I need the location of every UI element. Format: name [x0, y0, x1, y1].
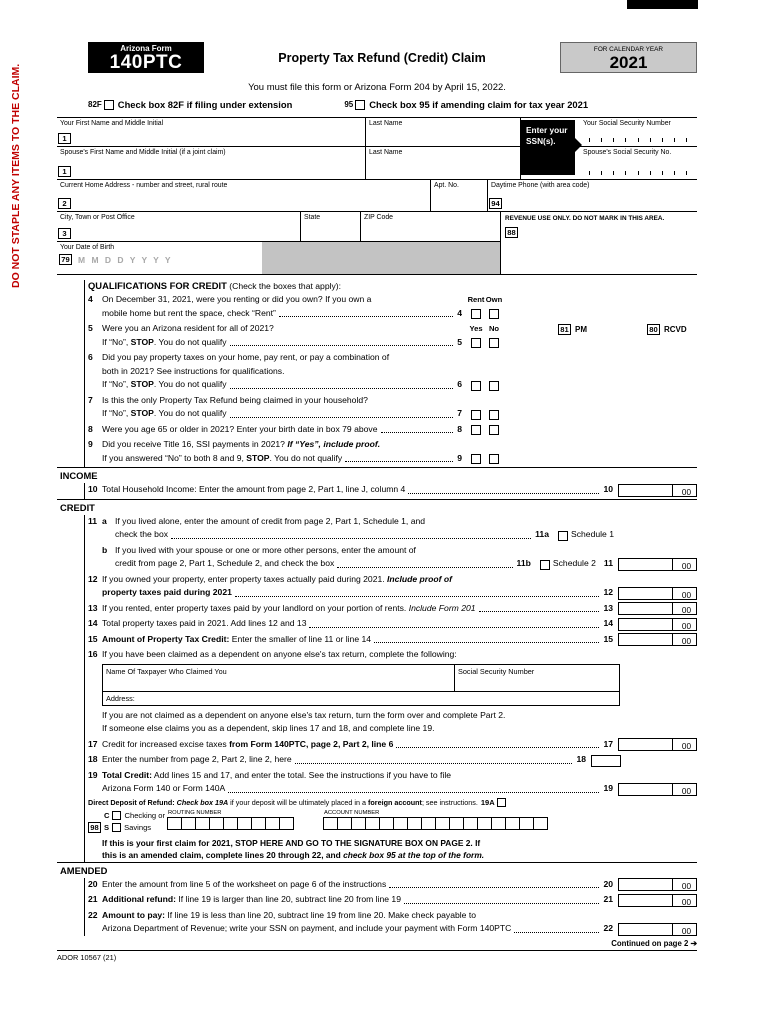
continued-note: Continued on page 2 ➔	[611, 938, 697, 948]
line-18-entry-box[interactable]	[591, 755, 621, 767]
credit-heading: CREDIT	[57, 499, 697, 515]
line-11a: 11 a If you lived alone, enter the amount of credit from page 2, Part 1, Schedule 1, and check the box 11a Schedule 1	[88, 515, 614, 539]
line-7: 7 Is this the only Property Tax Refund being claimed in your household? If “No”, STOP. You do not qualify 7	[88, 394, 499, 421]
dotted-leader	[337, 567, 512, 568]
spouse-first-name-field[interactable]	[57, 147, 365, 179]
top-checkbox-row	[57, 98, 697, 111]
apt-number-label: Apt. No.	[434, 182, 459, 189]
line-9: 9 Did you receive Title 16, SSI payments in 2021? If “Yes”, include proof. If you answered “No” to both 8 and 9, STOP. You do not qualify 9	[88, 438, 499, 465]
line-14-amount-field[interactable]: 00	[618, 618, 697, 631]
income-heading: INCOME	[57, 467, 697, 483]
line-17: 17 Credit for increased excise taxes from Form 140PTC, page 2, Part 2, line 6 17 00	[88, 738, 697, 752]
line-20-amount-field[interactable]: 00	[618, 878, 697, 891]
filing-deadline-notice: You must file this form or Arizona Form 204 by April 15, 2022.	[248, 82, 506, 93]
line-14: 14 Total property taxes paid in 2021. Add lines 12 and 13 14 00	[88, 617, 697, 631]
comb-cell[interactable]	[195, 817, 210, 830]
last-name-field[interactable]	[365, 118, 520, 146]
line-13: 13 If you rented, enter property taxes paid by your landlord on your portion of rents. Include Form 201 13 00	[88, 602, 697, 616]
line-10-amount-field[interactable]: 00	[618, 484, 697, 497]
apt-number-field[interactable]	[430, 180, 487, 211]
box-1-spouse: 1	[58, 166, 71, 177]
direct-deposit-line: Direct Deposit of Refund: Check box 19A if your deposit will be ultimately placed in a foreign account; see instructions. 19A	[88, 798, 697, 808]
comb-cell[interactable]	[491, 817, 506, 830]
line-11b: b If you lived with your spouse or one or more other persons, enter the amount of credit from page 2, Part 1, Schedule 2, and check the box 11b Schedule 2 11 00	[88, 544, 697, 571]
dotted-leader	[345, 461, 453, 462]
qualifications-section	[57, 278, 697, 465]
comb-cell[interactable]	[323, 817, 338, 830]
line-16: 16 If you have been claimed as a dependent on anyone else's tax return, complete the following: Name Of Taxpayer Who Claimed You Social Security Number Address: If you are not claimed as a dependent on anyone else's tax return, turn the form over and complete Part 2. If someone else claims you as a dependent, skip lines 17 and 18, and complete line 19.	[88, 648, 697, 736]
comb-cell[interactable]	[279, 817, 294, 830]
amended-claim-label: Check box 95 if amending claim for tax year 2021	[369, 99, 589, 110]
dotted-leader	[295, 763, 573, 764]
city-label: City, Town or Post Office	[60, 214, 135, 221]
shaded-area	[262, 242, 500, 274]
claimer-address-field[interactable]: Address:	[103, 691, 619, 705]
line-5: 5 Were you an Arizona resident for all of 2021? Yes No If “No”, STOP. You do not qualify 5	[88, 322, 499, 349]
dotted-leader	[279, 316, 453, 317]
dob-input-mask[interactable]: M M D D Y Y Y Y	[78, 254, 173, 265]
comb-cell[interactable]	[435, 817, 450, 830]
income-section	[57, 467, 697, 497]
dependent-claimer-table	[102, 664, 620, 706]
ssn-digit-ticks	[589, 138, 687, 142]
box-88: 88	[505, 227, 518, 238]
box-95-number: 95	[344, 100, 354, 109]
dotted-leader	[396, 747, 599, 748]
dotted-leader	[171, 538, 531, 539]
dotted-leader	[235, 596, 600, 597]
dotted-leader	[230, 417, 454, 418]
dotted-leader	[514, 932, 599, 933]
comb-cell[interactable]	[505, 817, 520, 830]
line-7-no-checkbox[interactable]	[489, 410, 499, 420]
checking-checkbox[interactable]	[112, 811, 121, 820]
first-claim-warning: If this is your first claim for 2021, STOP HERE AND GO TO THE SIGNATURE BOX ON PAGE 2. If this is an amended claim, complete lines 20 through 22, and check box 95 at the top of the form.	[102, 837, 485, 860]
year-label: FOR CALENDAR YEAR	[593, 46, 664, 53]
line-13-amount-field[interactable]: 00	[618, 602, 697, 615]
zip-code-label: ZIP Code	[364, 214, 393, 221]
line-19: 19 Total Credit: Add lines 15 and 17, and enter the total. See the instructions if you have to file Arizona Form 140 or Form 140A 19 00	[88, 769, 697, 796]
amended-heading: AMENDED	[57, 862, 697, 878]
comb-cell[interactable]	[167, 817, 182, 830]
row-your-name	[57, 118, 697, 147]
state-label: State	[304, 214, 321, 221]
box-2: 2	[58, 198, 71, 209]
box-1: 1	[58, 133, 71, 144]
first-name-label: Your First Name and Middle Initial	[60, 120, 164, 127]
line-11-amount-field[interactable]: 00	[618, 558, 697, 571]
qualifications-heading: QUALIFICATIONS FOR CREDIT (Check the boxes that apply):	[88, 280, 342, 291]
line-9-yes-checkbox[interactable]	[471, 454, 481, 464]
calendar-year-box	[560, 42, 697, 73]
line-10: 10 Total Household Income: Enter the amount from page 2, Part 1, line J, column 4 10 00	[88, 483, 697, 497]
schedule-1-checkbox[interactable]	[558, 531, 568, 541]
comb-cell[interactable]	[533, 817, 548, 830]
spouse-last-name-label: Last Name	[369, 149, 403, 156]
line-21: 21 Additional refund: If line 19 is larger than line 20, subtract line 20 from line 19 21 00	[88, 893, 697, 907]
state-field[interactable]	[300, 212, 360, 241]
amended-claim-checkbox[interactable]	[355, 100, 365, 110]
claimer-name-field[interactable]: Name Of Taxpayer Who Claimed You	[106, 666, 227, 676]
form-lines	[57, 278, 697, 936]
first-name-field[interactable]	[57, 118, 365, 146]
tax-year: 2021	[609, 53, 648, 72]
city-field[interactable]	[57, 212, 300, 241]
comb-cell[interactable]	[223, 817, 238, 830]
comb-cell[interactable]	[519, 817, 534, 830]
comb-cell[interactable]	[209, 817, 224, 830]
line-12-amount-field[interactable]: 00	[618, 587, 697, 600]
dotted-leader	[230, 388, 454, 389]
revenue-use-area	[500, 212, 697, 274]
line-22-amount-field[interactable]: 00	[618, 923, 697, 936]
comb-cell[interactable]	[449, 817, 464, 830]
schedule-2-checkbox[interactable]	[540, 560, 550, 570]
box-80: 80	[647, 324, 660, 335]
dotted-leader	[374, 642, 599, 643]
taxpayer-info-table	[57, 117, 697, 275]
box-19a-number: 19A	[480, 797, 495, 807]
box-79: 79	[59, 254, 72, 265]
comb-cell[interactable]	[251, 817, 266, 830]
box-81: 81	[558, 324, 571, 335]
pm-stamp-box: 81 PM	[558, 324, 587, 335]
dotted-leader	[228, 792, 599, 793]
row-date-of-birth	[57, 242, 500, 274]
dotted-leader	[309, 627, 599, 628]
line-12: 12 If you owned your property, enter property taxes actually paid during 2021. Include proof of property taxes paid during 2021 12 00	[88, 573, 697, 600]
line-6: 6 Did you pay property taxes on your home, pay rent, or pay a combination of both in 2021? See instructions for qualifications. If “No”, STOP. You do not qualify 6	[88, 351, 499, 392]
comb-cell[interactable]	[181, 817, 196, 830]
account-type-column: C Checking or 98 S Savings	[88, 810, 168, 834]
line-4-rent-checkbox[interactable]	[471, 309, 481, 319]
line-21-amount-field[interactable]: 00	[618, 894, 697, 907]
dotted-leader	[230, 345, 454, 346]
comb-cell[interactable]	[265, 817, 280, 830]
line-9-no-checkbox[interactable]	[489, 454, 499, 464]
line-19-amount-field[interactable]: 00	[618, 783, 697, 796]
home-address-label: Current Home Address - number and street, rural route	[60, 182, 228, 189]
comb-cell[interactable]	[379, 817, 394, 830]
form-content	[57, 40, 697, 962]
line-8-yes-checkbox[interactable]	[471, 425, 481, 435]
home-address-field[interactable]	[57, 180, 430, 211]
box-82f-number: 82F	[88, 100, 102, 109]
line-6-no-checkbox[interactable]	[489, 381, 499, 391]
comb-cell[interactable]	[407, 817, 422, 830]
your-ssn-label: Your Social Security Number	[583, 120, 671, 127]
account-number-group: ACCOUNT NUMBER	[324, 810, 548, 834]
line-8: 8 Were you age 65 or older in 2021? Enter your birth date in box 79 above 8	[88, 423, 499, 437]
line-18: 18 Enter the number from page 2, Part 2, line 2, here 18	[88, 753, 697, 767]
revenue-use-label: REVENUE USE ONLY. DO NOT MARK IN THIS AREA.	[505, 215, 665, 222]
daytime-phone-label: Daytime Phone (with area code)	[491, 182, 590, 189]
dotted-leader	[381, 432, 454, 433]
line-15: 15 Amount of Property Tax Credit: Enter the smaller of line 11 or line 14 15 00	[88, 633, 697, 647]
line-4-own-checkbox[interactable]	[489, 309, 499, 319]
line-15-amount-field[interactable]: 00	[618, 633, 697, 646]
daytime-phone-field[interactable]	[487, 180, 697, 211]
dob-label: Your Date of Birth	[60, 244, 115, 251]
last-name-label: Last Name	[369, 120, 403, 127]
yes-no-headers: Yes No	[469, 324, 500, 333]
savings-checkbox[interactable]	[112, 823, 121, 832]
line-22: 22 Amount to pay: If line 19 is less than line 20, subtract line 19 from line 20. Make check payable to Arizona Department of Revenue; write your SSN on payment, and include your payment with Form 140PTC 22 00	[88, 909, 697, 936]
claimer-ssn-field[interactable]: Social Security Number	[454, 665, 619, 691]
form-number-box	[88, 42, 204, 73]
comb-cell[interactable]	[365, 817, 380, 830]
rent-own-headers: Rent Own	[467, 295, 503, 304]
line-5-yes-checkbox[interactable]	[471, 338, 481, 348]
dotted-leader	[389, 887, 599, 888]
do-not-staple-note: DO NOT STAPLE ANY ITEMS TO THE CLAIM.	[10, 63, 22, 288]
comb-cell[interactable]	[463, 817, 478, 830]
extension-checkbox[interactable]	[104, 100, 114, 110]
routing-number-group: ROUTING NUMBER	[168, 810, 294, 834]
form-header	[57, 42, 697, 73]
comb-cell[interactable]	[237, 817, 252, 830]
spouse-first-name-label: Spouse's First Name and Middle Initial (if a joint claim)	[60, 149, 226, 156]
box-98: 98	[88, 822, 101, 833]
account-number-comb	[324, 817, 548, 830]
dotted-leader	[408, 493, 599, 494]
amended-section	[57, 862, 697, 936]
zip-code-field[interactable]	[360, 212, 500, 241]
rcvd-stamp-box: 80 RCVD	[647, 324, 687, 335]
extension-label: Check box 82F if filing under extension	[117, 99, 293, 110]
spouse-last-name-field[interactable]	[365, 147, 520, 179]
row-city-state-zip	[57, 212, 500, 242]
form-title: Property Tax Refund (Credit) Claim	[278, 51, 486, 65]
dotted-leader	[479, 611, 600, 612]
foreign-account-checkbox[interactable]	[497, 798, 506, 807]
spouse-ssn-label: Spouse's Social Security No.	[583, 149, 672, 156]
enter-ssn-callout: Enter your SSN(s).	[520, 120, 575, 175]
row-address	[57, 180, 697, 212]
comb-cell[interactable]	[351, 817, 366, 830]
registration-mark	[627, 0, 698, 9]
line-8-no-checkbox[interactable]	[489, 425, 499, 435]
line-4: 4 On December 31, 2021, were you renting or did you own? If you own a Rent Own mobile home but rent the space, check “Rent” 4	[88, 294, 503, 318]
ssn-digit-ticks	[589, 171, 687, 175]
line-7-yes-checkbox[interactable]	[471, 410, 481, 420]
box-3: 3	[58, 228, 71, 239]
line-6-yes-checkbox[interactable]	[471, 381, 481, 391]
comb-cell[interactable]	[421, 817, 436, 830]
direct-deposit-fields	[88, 810, 697, 834]
row-spouse-name	[57, 147, 697, 180]
box-94: 94	[489, 198, 502, 209]
form-label: Arizona Form	[120, 44, 172, 53]
footer-form-number: ADOR 10567 (21)	[57, 952, 117, 962]
credit-section	[57, 499, 697, 861]
comb-cell[interactable]	[337, 817, 352, 830]
line-17-amount-field[interactable]: 00	[618, 738, 697, 751]
form-number: 140PTC	[109, 52, 183, 73]
dotted-leader	[404, 903, 599, 904]
comb-cell[interactable]	[477, 817, 492, 830]
routing-number-comb	[168, 817, 294, 830]
comb-cell[interactable]	[393, 817, 408, 830]
line-20: 20 Enter the amount from line 5 of the worksheet on page 6 of the instructions 20 00	[88, 878, 697, 892]
line-5-no-checkbox[interactable]	[489, 338, 499, 348]
row-city-dob	[57, 212, 697, 275]
